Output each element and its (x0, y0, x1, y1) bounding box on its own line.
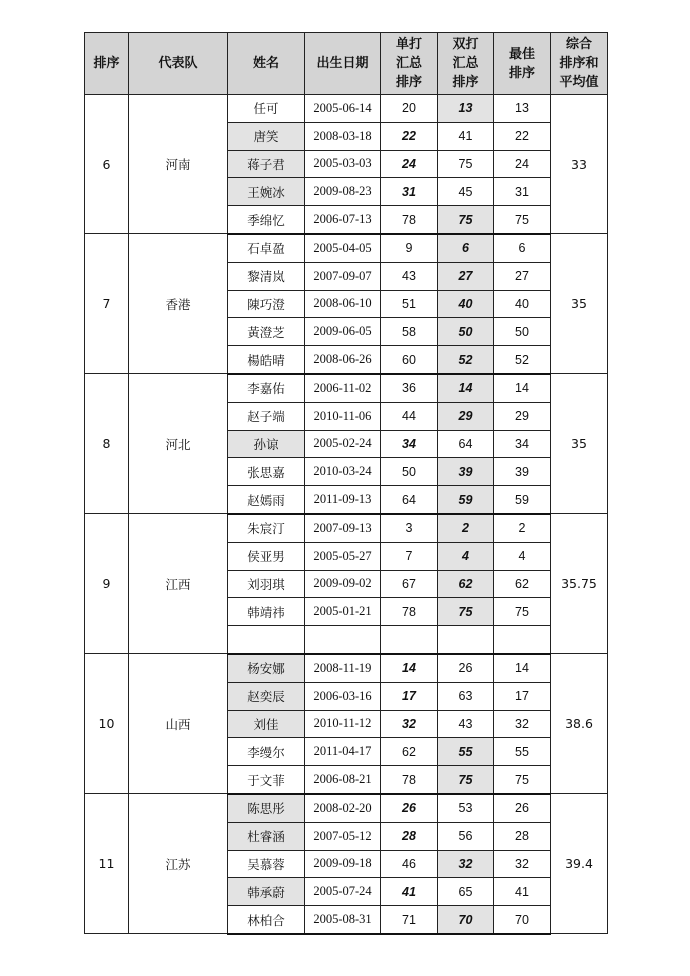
team-name-cell: 山西 (129, 654, 228, 794)
doubles-rank-cell: 4 (438, 542, 494, 570)
birth-date-cell: 2009-08-23 (305, 178, 381, 206)
player-name-cell: 刘佳 (228, 710, 305, 738)
doubles-rank-cell: 26 (438, 654, 494, 682)
player-name-cell: 孙谅 (228, 430, 305, 458)
singles-rank-cell: 3 (381, 514, 438, 542)
best-rank-cell: 50 (494, 318, 551, 346)
player-name-cell: 任可 (228, 95, 305, 123)
birth-date-cell: 2011-04-17 (305, 738, 381, 766)
doubles-rank-cell: 63 (438, 682, 494, 710)
group-rank-cell: 10 (85, 654, 129, 794)
player-name-cell: 唐笑 (228, 122, 305, 150)
player-name-cell: 黎清岚 (228, 262, 305, 290)
singles-rank-cell: 44 (381, 402, 438, 430)
doubles-rank-cell: 53 (438, 794, 494, 822)
birth-date-cell: 2006-11-02 (305, 374, 381, 402)
doubles-rank-cell: 59 (438, 486, 494, 514)
best-rank-cell: 22 (494, 122, 551, 150)
player-name-cell: 赵奕辰 (228, 682, 305, 710)
player-name-cell: 吴慕蓉 (228, 850, 305, 878)
doubles-rank-cell: 32 (438, 850, 494, 878)
birth-date-cell: 2010-11-06 (305, 402, 381, 430)
best-rank-cell: 32 (494, 850, 551, 878)
header-doubles: 双打 汇总 排序 (438, 33, 494, 95)
doubles-rank-cell: 75 (438, 598, 494, 626)
singles-rank-cell: 78 (381, 206, 438, 234)
singles-rank-cell: 22 (381, 122, 438, 150)
doubles-rank-cell: 13 (438, 95, 494, 123)
singles-rank-cell: 62 (381, 738, 438, 766)
doubles-rank-cell (438, 626, 494, 654)
best-rank-cell: 52 (494, 346, 551, 374)
group-rank-cell: 9 (85, 514, 129, 654)
best-rank-cell: 6 (494, 234, 551, 262)
doubles-rank-cell: 43 (438, 710, 494, 738)
best-rank-cell: 13 (494, 95, 551, 123)
player-name-cell: 楊皓晴 (228, 346, 305, 374)
player-name-cell: 杨安娜 (228, 654, 305, 682)
birth-date-cell: 2008-02-20 (305, 794, 381, 822)
player-name-cell: 黃澄芝 (228, 318, 305, 346)
best-rank-cell: 62 (494, 570, 551, 598)
singles-rank-cell: 26 (381, 794, 438, 822)
player-name-cell: 朱宸汀 (228, 514, 305, 542)
team-name-cell: 江苏 (129, 794, 228, 934)
singles-rank-cell: 20 (381, 95, 438, 123)
doubles-rank-cell: 27 (438, 262, 494, 290)
birth-date-cell: 2009-09-02 (305, 570, 381, 598)
best-rank-cell: 29 (494, 402, 551, 430)
doubles-rank-cell: 2 (438, 514, 494, 542)
doubles-rank-cell: 75 (438, 206, 494, 234)
singles-rank-cell: 36 (381, 374, 438, 402)
best-rank-cell: 31 (494, 178, 551, 206)
table-row (85, 514, 608, 542)
best-rank-cell (494, 626, 551, 654)
singles-rank-cell: 50 (381, 458, 438, 486)
birth-date-cell: 2005-01-21 (305, 598, 381, 626)
player-name-cell: 张思嘉 (228, 458, 305, 486)
player-name-cell: 蒋子君 (228, 150, 305, 178)
singles-rank-cell: 28 (381, 822, 438, 850)
birth-date-cell: 2010-11-12 (305, 710, 381, 738)
best-rank-cell: 41 (494, 878, 551, 906)
birth-date-cell: 2005-04-05 (305, 234, 381, 262)
average-rank-cell: 35 (551, 374, 608, 514)
doubles-rank-cell: 64 (438, 430, 494, 458)
doubles-rank-cell: 62 (438, 570, 494, 598)
best-rank-cell: 34 (494, 430, 551, 458)
doubles-rank-cell: 29 (438, 402, 494, 430)
best-rank-cell: 4 (494, 542, 551, 570)
doubles-rank-cell: 75 (438, 766, 494, 794)
player-name-cell: 于文菲 (228, 766, 305, 794)
player-name-cell: 季绵忆 (228, 206, 305, 234)
player-name-cell: 陈思彤 (228, 794, 305, 822)
best-rank-cell: 2 (494, 514, 551, 542)
average-rank-cell: 33 (551, 95, 608, 234)
average-rank-cell: 38.6 (551, 654, 608, 794)
birth-date-cell: 2008-11-19 (305, 654, 381, 682)
singles-rank-cell: 51 (381, 290, 438, 318)
birth-date-cell: 2005-07-24 (305, 878, 381, 906)
birth-date-cell: 2010-03-24 (305, 458, 381, 486)
header-singles: 单打 汇总 排序 (381, 33, 438, 95)
best-rank-cell: 39 (494, 458, 551, 486)
team-ranking-table (84, 32, 608, 935)
singles-rank-cell: 24 (381, 150, 438, 178)
header-team: 代表队 (129, 33, 228, 95)
doubles-rank-cell: 50 (438, 318, 494, 346)
player-name-cell: 赵子端 (228, 402, 305, 430)
player-name-cell: 赵嫣雨 (228, 486, 305, 514)
birth-date-cell: 2006-07-13 (305, 206, 381, 234)
singles-rank-cell: 64 (381, 486, 438, 514)
doubles-rank-cell: 52 (438, 346, 494, 374)
best-rank-cell: 26 (494, 794, 551, 822)
best-rank-cell: 28 (494, 822, 551, 850)
singles-rank-cell: 60 (381, 346, 438, 374)
player-name-cell: 李嘉佑 (228, 374, 305, 402)
header-best: 最佳 排序 (494, 33, 551, 95)
birth-date-cell: 2005-08-31 (305, 906, 381, 934)
birth-date-cell: 2005-06-14 (305, 95, 381, 123)
birth-date-cell: 2008-03-18 (305, 122, 381, 150)
singles-rank-cell: 14 (381, 654, 438, 682)
best-rank-cell: 14 (494, 654, 551, 682)
birth-date-cell: 2009-06-05 (305, 318, 381, 346)
singles-rank-cell: 43 (381, 262, 438, 290)
player-name-cell: 石卓盈 (228, 234, 305, 262)
singles-rank-cell: 41 (381, 878, 438, 906)
group-rank-cell: 8 (85, 374, 129, 514)
singles-rank-cell: 58 (381, 318, 438, 346)
birth-date-cell: 2006-08-21 (305, 766, 381, 794)
birth-date-cell: 2007-09-07 (305, 262, 381, 290)
header-average: 综合 排序和 平均值 (551, 33, 608, 95)
doubles-rank-cell: 65 (438, 878, 494, 906)
best-rank-cell: 55 (494, 738, 551, 766)
table-row (85, 374, 608, 402)
singles-rank-cell: 78 (381, 598, 438, 626)
best-rank-cell: 75 (494, 598, 551, 626)
team-name-cell: 江西 (129, 514, 228, 654)
table-row (85, 794, 608, 822)
player-name-cell: 王婉冰 (228, 178, 305, 206)
average-rank-cell: 39.4 (551, 794, 608, 934)
best-rank-cell: 75 (494, 766, 551, 794)
team-name-cell: 香港 (129, 234, 228, 374)
player-name-cell: 李缦尔 (228, 738, 305, 766)
header-name: 姓名 (228, 33, 305, 95)
doubles-rank-cell: 6 (438, 234, 494, 262)
singles-rank-cell: 34 (381, 430, 438, 458)
table-row (85, 234, 608, 262)
doubles-rank-cell: 45 (438, 178, 494, 206)
birth-date-cell: 2008-06-26 (305, 346, 381, 374)
doubles-rank-cell: 40 (438, 290, 494, 318)
singles-rank-cell: 17 (381, 682, 438, 710)
best-rank-cell: 59 (494, 486, 551, 514)
team-name-cell: 河南 (129, 95, 228, 234)
birth-date-cell: 2007-05-12 (305, 822, 381, 850)
doubles-rank-cell: 56 (438, 822, 494, 850)
birth-date-cell: 2007-09-13 (305, 514, 381, 542)
best-rank-cell: 70 (494, 906, 551, 934)
best-rank-cell: 17 (494, 682, 551, 710)
average-rank-cell: 35.75 (551, 514, 608, 654)
header-dob: 出生日期 (305, 33, 381, 95)
best-rank-cell: 75 (494, 206, 551, 234)
birth-date-cell: 2008-06-10 (305, 290, 381, 318)
singles-rank-cell: 78 (381, 766, 438, 794)
birth-date-cell: 2009-09-18 (305, 850, 381, 878)
player-name-cell: 刘羽琪 (228, 570, 305, 598)
doubles-rank-cell: 14 (438, 374, 494, 402)
singles-rank-cell (381, 626, 438, 654)
birth-date-cell (305, 626, 381, 654)
singles-rank-cell: 67 (381, 570, 438, 598)
group-rank-cell: 6 (85, 95, 129, 234)
player-name-cell: 韩靖祎 (228, 598, 305, 626)
table-row (85, 95, 608, 123)
doubles-rank-cell: 75 (438, 150, 494, 178)
best-rank-cell: 27 (494, 262, 551, 290)
player-name-cell: 陳巧澄 (228, 290, 305, 318)
group-rank-cell: 11 (85, 794, 129, 934)
birth-date-cell: 2005-03-03 (305, 150, 381, 178)
doubles-rank-cell: 55 (438, 738, 494, 766)
birth-date-cell: 2005-02-24 (305, 430, 381, 458)
doubles-rank-cell: 41 (438, 122, 494, 150)
birth-date-cell: 2011-09-13 (305, 486, 381, 514)
table-body (85, 95, 608, 934)
birth-date-cell: 2006-03-16 (305, 682, 381, 710)
birth-date-cell: 2005-05-27 (305, 542, 381, 570)
group-rank-cell: 7 (85, 234, 129, 374)
singles-rank-cell: 46 (381, 850, 438, 878)
player-name-cell: 韩承蔚 (228, 878, 305, 906)
best-rank-cell: 14 (494, 374, 551, 402)
player-name-cell: 林柏合 (228, 906, 305, 934)
header-row (85, 33, 608, 95)
header-rank: 排序 (85, 33, 129, 95)
doubles-rank-cell: 70 (438, 906, 494, 934)
table-row (85, 654, 608, 682)
player-name-cell: 侯亚男 (228, 542, 305, 570)
singles-rank-cell: 32 (381, 710, 438, 738)
player-name-cell (228, 626, 305, 654)
singles-rank-cell: 71 (381, 906, 438, 934)
average-rank-cell: 35 (551, 234, 608, 374)
team-name-cell: 河北 (129, 374, 228, 514)
singles-rank-cell: 7 (381, 542, 438, 570)
best-rank-cell: 32 (494, 710, 551, 738)
singles-rank-cell: 31 (381, 178, 438, 206)
best-rank-cell: 24 (494, 150, 551, 178)
singles-rank-cell: 9 (381, 234, 438, 262)
doubles-rank-cell: 39 (438, 458, 494, 486)
best-rank-cell: 40 (494, 290, 551, 318)
player-name-cell: 杜睿涵 (228, 822, 305, 850)
